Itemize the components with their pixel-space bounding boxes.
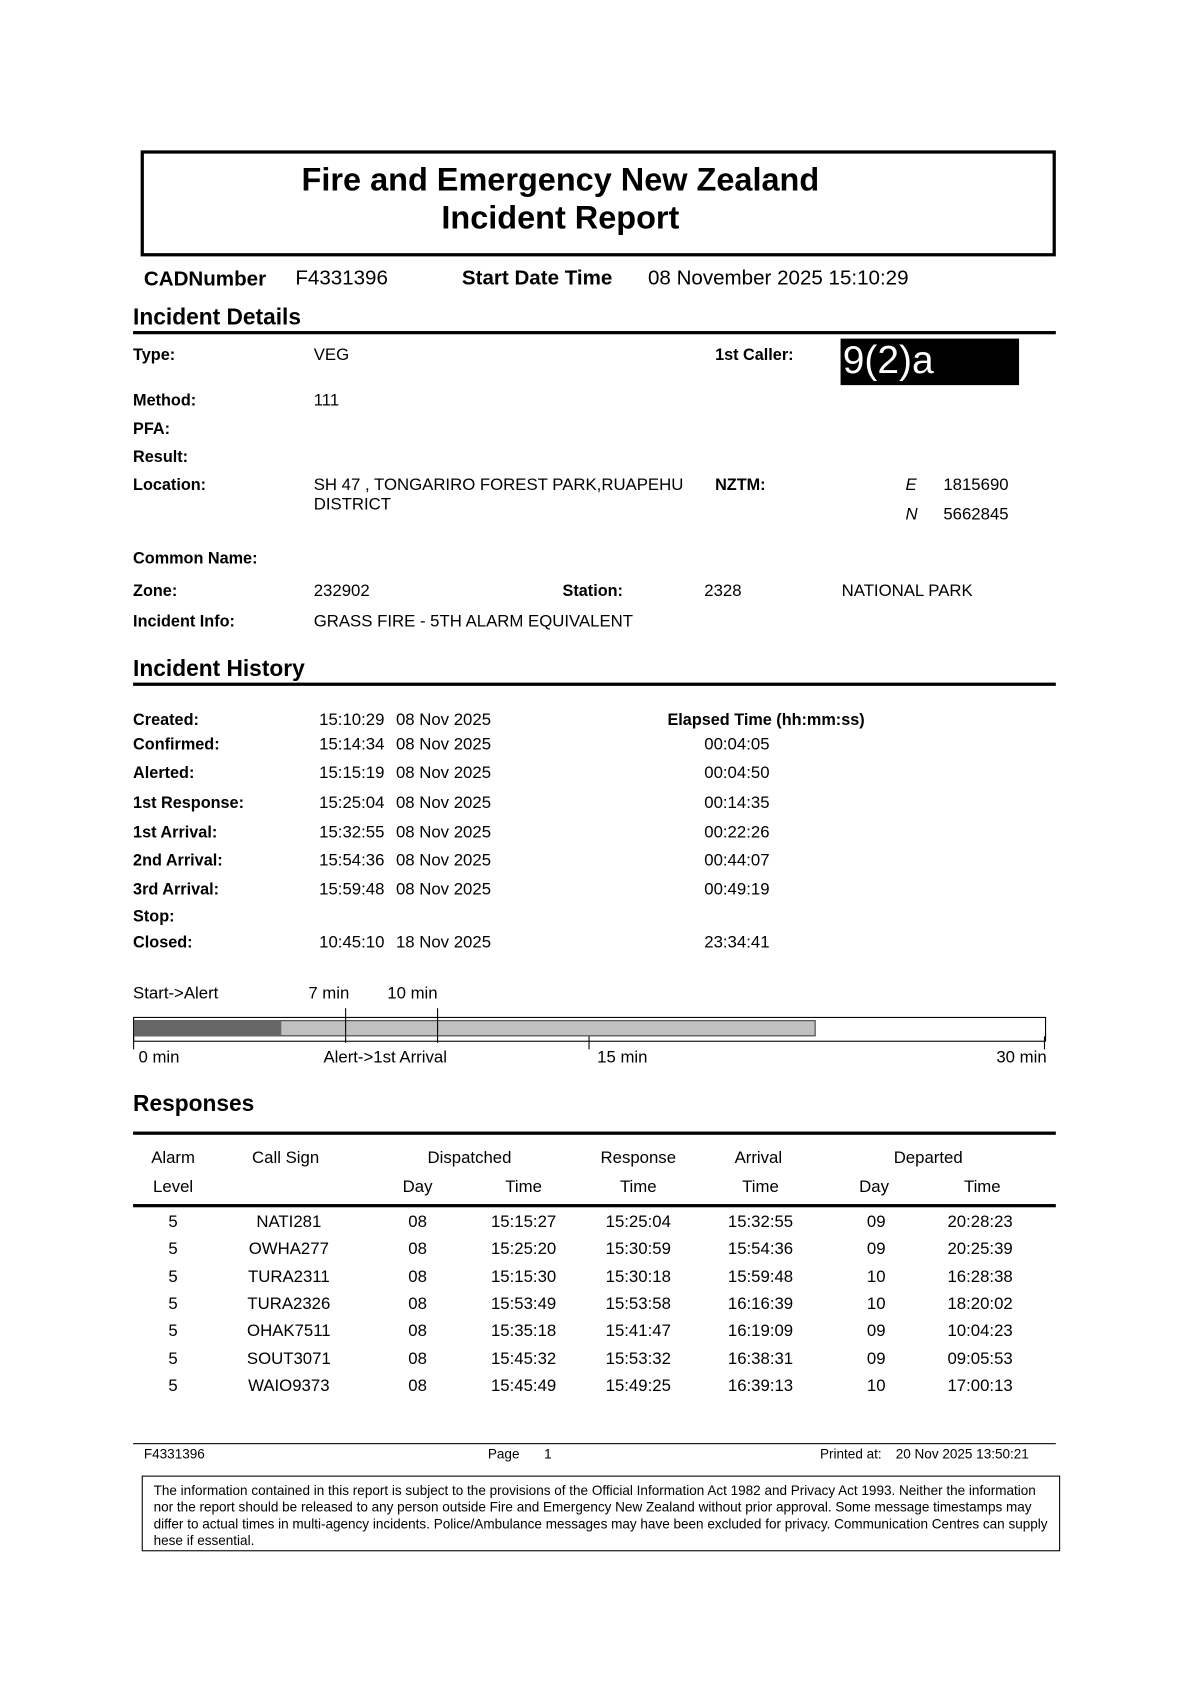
easting-label: E: [905, 475, 917, 495]
incident-info-value: GRASS FIRE - 5TH ALARM EQUIVALENT: [313, 612, 634, 631]
alarm-level: 5: [168, 1294, 178, 1314]
dispatched-time: 15:53:49: [490, 1294, 557, 1314]
history-time: 15:32:55: [319, 823, 385, 842]
history-elapsed: 00:04:05: [704, 735, 770, 755]
response-time: 15:30:18: [605, 1267, 671, 1286]
divider: [133, 331, 1056, 334]
departed-day: 10: [866, 1376, 886, 1396]
incident-history-heading: Incident History: [133, 656, 305, 682]
call-sign: OHAK7511: [247, 1322, 331, 1341]
dispatched-day: 08: [408, 1349, 427, 1368]
zone-value: 232902: [313, 582, 370, 601]
history-time: 15:25:04: [319, 794, 385, 813]
arrival-time: 15:54:36: [727, 1240, 794, 1259]
type-label: Type:: [133, 346, 176, 365]
departed-time: 17:00:13: [947, 1376, 1013, 1396]
departed-day: 10: [866, 1267, 886, 1286]
history-label: 1st Response:: [133, 794, 244, 813]
history-time: 15:15:19: [319, 763, 385, 783]
history-label: Created:: [133, 710, 199, 730]
nztm-label: NZTM:: [715, 475, 766, 495]
history-date: 08 Nov 2025: [395, 735, 492, 755]
dispatched-time: 15:45:49: [490, 1376, 557, 1396]
history-date: 08 Nov 2025: [395, 880, 492, 899]
location-label: Location:: [133, 475, 207, 495]
history-label: Stop:: [133, 907, 175, 927]
history-date: 08 Nov 2025: [395, 794, 492, 813]
departed-time: 10:04:23: [947, 1322, 1013, 1341]
footer-page-number: 1: [544, 1446, 552, 1462]
divider: [133, 1132, 1056, 1135]
departed-day: 09: [866, 1212, 886, 1232]
incident-info-label: Incident Info:: [133, 612, 235, 631]
tick-10: [437, 1008, 438, 1043]
history-elapsed: 00:22:26: [704, 823, 770, 842]
title-box: [141, 150, 1056, 256]
history-date: 08 Nov 2025: [395, 710, 492, 730]
dispatched-day: 08: [408, 1294, 427, 1314]
col-alarm: Alarm: [151, 1148, 195, 1168]
dispatched-day: 08: [408, 1267, 427, 1286]
col-arrival: Arrival: [734, 1148, 783, 1168]
call-sign: OWHA277: [248, 1240, 329, 1259]
dispatched-time: 15:15:30: [490, 1267, 557, 1286]
tick-0-label: 0 min: [138, 1048, 180, 1067]
dispatched-day: 08: [408, 1212, 427, 1232]
history-label: Closed:: [133, 933, 193, 952]
col-arrival-time: Time: [742, 1178, 779, 1197]
departed-time: 09:05:53: [947, 1349, 1013, 1368]
divider: [133, 1204, 1056, 1207]
history-date: 08 Nov 2025: [395, 763, 492, 783]
responses-heading: Responses: [133, 1091, 255, 1117]
departed-time: 20:25:39: [947, 1240, 1013, 1259]
arrival-time: 15:59:48: [727, 1267, 794, 1286]
northing-value: 5662845: [943, 505, 1009, 524]
response-time: 15:53:58: [605, 1294, 671, 1314]
arrival-time: 16:19:09: [727, 1322, 794, 1341]
departed-day: 09: [866, 1240, 886, 1259]
dispatched-day: 08: [408, 1322, 427, 1341]
call-sign: WAIO9373: [248, 1376, 330, 1396]
report-title: Incident Report: [441, 200, 680, 236]
tick-0: [133, 1036, 134, 1049]
tick-15: [588, 1036, 589, 1049]
departed-time: 20:28:23: [947, 1212, 1013, 1232]
dispatched-day: 08: [408, 1240, 427, 1259]
col-dispatched-time: Time: [505, 1178, 542, 1197]
history-time: 15:59:48: [319, 880, 385, 899]
zone-label: Zone:: [133, 582, 178, 601]
method-value: 111: [313, 391, 340, 411]
history-label: 3rd Arrival:: [133, 880, 220, 899]
station-name: NATIONAL PARK: [841, 582, 973, 601]
col-response: Response: [600, 1148, 677, 1168]
caller-label: 1st Caller:: [715, 346, 794, 365]
response-time: 15:53:32: [605, 1349, 671, 1368]
method-label: Method:: [133, 391, 197, 411]
tick-7: [346, 1008, 347, 1043]
footer-page-label: Page: [487, 1446, 520, 1462]
col-level: Level: [153, 1178, 194, 1197]
history-label: 1st Arrival:: [133, 823, 218, 842]
tick-15-label: 15 min: [597, 1048, 648, 1067]
col-dispatched: Dispatched: [427, 1148, 512, 1168]
history-time: 15:14:34: [319, 735, 385, 755]
response-time: 15:49:25: [605, 1376, 671, 1396]
start-label: Start Date Time: [461, 267, 613, 290]
start-alert-bar: [134, 1020, 281, 1036]
tick-10-label: 10 min: [387, 984, 438, 1003]
org-name: Fire and Emergency New Zealand: [301, 162, 820, 198]
col-departed: Departed: [893, 1148, 963, 1168]
result-label: Result:: [133, 447, 189, 467]
departed-day: 09: [866, 1322, 886, 1341]
tick-7-label: 7 min: [308, 984, 350, 1003]
station-label: Station:: [562, 582, 623, 601]
call-sign: TURA2311: [247, 1267, 330, 1286]
col-departed-time: Time: [963, 1178, 1001, 1197]
col-call-sign: Call Sign: [252, 1148, 320, 1168]
history-time: 15:54:36: [319, 851, 385, 870]
alarm-level: 5: [168, 1349, 178, 1368]
easting-value: 1815690: [943, 475, 1009, 495]
departed-time: 16:28:38: [947, 1267, 1013, 1286]
disclaimer: The information contained in this report is subject to the provisions of the Official Information Act 1982 and Privacy Act 1993. Neither the information nor the report should be released to any person outside Fire and Emergency New Zealand without prior approval. Some message timestamps may differ to actual times in multi-agency incidents. Police/Ambulance messages may have been excluded for privacy. Communication Centres can supply hese if essential.: [142, 1476, 1060, 1552]
alarm-level: 5: [168, 1267, 178, 1286]
response-time: 15:41:47: [605, 1322, 671, 1341]
station-value: 2328: [704, 582, 742, 601]
history-elapsed: 00:04:50: [704, 763, 770, 783]
elapsed-header: Elapsed Time (hh:mm:ss): [667, 710, 865, 730]
history-label: Confirmed:: [133, 735, 220, 755]
tick-30-label: 30 min: [996, 1048, 1047, 1067]
history-date: 08 Nov 2025: [395, 851, 492, 870]
departed-day: 09: [866, 1349, 886, 1368]
departed-time: 18:20:02: [947, 1294, 1013, 1314]
history-label: Alerted:: [133, 763, 195, 783]
arrival-time: 16:38:31: [727, 1349, 794, 1368]
history-date: 18 Nov 2025: [395, 933, 492, 952]
incident-details-heading: Incident Details: [133, 305, 301, 330]
footer-printed-at: 20 Nov 2025 13:50:21: [895, 1446, 1029, 1462]
call-sign: SOUT3071: [246, 1349, 331, 1368]
history-elapsed: 23:34:41: [704, 933, 770, 952]
alarm-level: 5: [168, 1240, 178, 1259]
divider: [133, 683, 1056, 686]
history-elapsed: 00:14:35: [704, 794, 770, 813]
dispatched-time: 15:45:32: [490, 1349, 557, 1368]
location-line1: SH 47 , TONGARIRO FOREST PARK,RUAPEHU: [313, 475, 684, 495]
dispatched-day: 08: [408, 1376, 427, 1396]
alarm-level: 5: [168, 1376, 178, 1396]
history-label: 2nd Arrival:: [133, 851, 223, 870]
northing-label: N: [905, 505, 918, 524]
departed-day: 10: [866, 1294, 886, 1314]
common-name-label: Common Name:: [133, 549, 258, 568]
arrival-time: 16:16:39: [727, 1294, 794, 1314]
alert-arrival-label: Alert->1st Arrival: [323, 1048, 447, 1067]
col-dispatched-day: Day: [402, 1178, 433, 1197]
response-time: 15:30:59: [605, 1240, 671, 1259]
location-line2: DISTRICT: [313, 495, 392, 514]
history-time: 10:45:10: [319, 933, 385, 952]
call-sign: NATI281: [256, 1212, 322, 1232]
arrival-time: 16:39:13: [727, 1376, 794, 1396]
history-elapsed: 00:44:07: [704, 851, 770, 870]
pfa-label: PFA:: [133, 419, 171, 439]
alarm-level: 5: [168, 1322, 178, 1341]
history-time: 15:10:29: [319, 710, 385, 730]
footer-cad: F4331396: [143, 1446, 205, 1462]
alarm-level: 5: [168, 1212, 178, 1232]
response-time: 15:25:04: [605, 1212, 671, 1232]
start-datetime: 08 November 2025 15:10:29: [647, 267, 909, 290]
cad-number: F4331396: [295, 267, 388, 290]
arrival-time: 15:32:55: [727, 1212, 794, 1232]
footer-divider: [133, 1443, 1056, 1444]
call-sign: TURA2326: [247, 1294, 331, 1314]
col-response-time: Time: [619, 1178, 657, 1197]
dispatched-time: 15:25:20: [490, 1240, 557, 1259]
dispatched-time: 15:35:18: [490, 1322, 557, 1341]
start-alert-label: Start->Alert: [133, 984, 219, 1003]
caller-redaction: 9(2)a: [841, 339, 1019, 386]
dispatched-time: 15:15:27: [490, 1212, 557, 1232]
history-date: 08 Nov 2025: [395, 823, 492, 842]
footer-printed-label: Printed at:: [820, 1446, 882, 1462]
col-departed-day: Day: [859, 1178, 890, 1197]
cad-label: CADNumber: [143, 268, 267, 292]
history-elapsed: 00:49:19: [704, 880, 770, 899]
type-value: VEG: [313, 346, 350, 365]
